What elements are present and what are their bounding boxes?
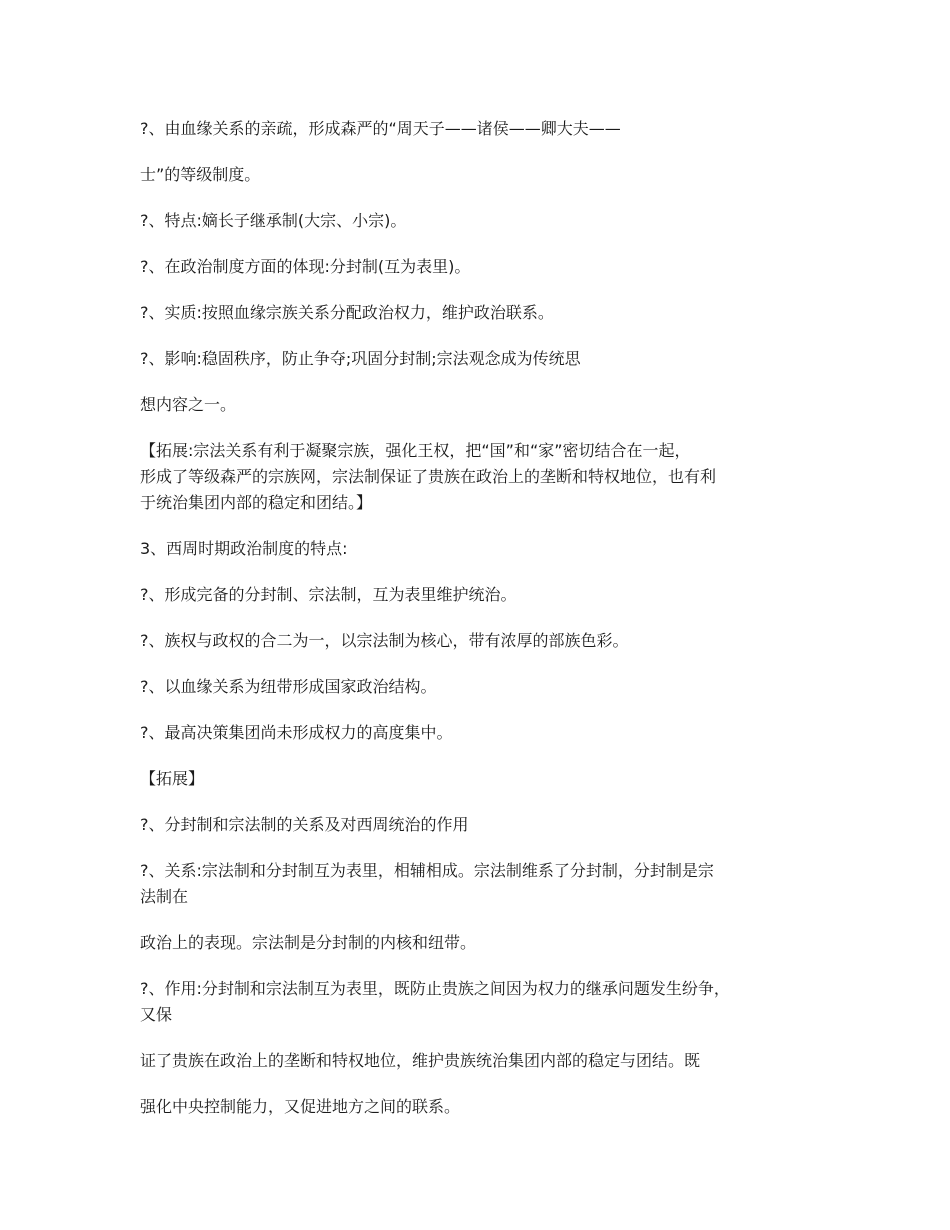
text-line: ?、分封制和宗法制的关系及对西周统治的作用	[140, 815, 469, 834]
text-line: 强化中央控制能力，又促进地方之间的联系。	[140, 1097, 461, 1116]
text-line: ?、最高决策集团尚未形成权力的高度集中。	[140, 723, 453, 742]
text-line: 【拓展】	[140, 769, 205, 788]
text-line: 想内容之一。	[140, 395, 237, 414]
text-line: ?、以血缘关系为纽带形成国家政治结构。	[140, 677, 437, 696]
text-line: ?、由血缘关系的亲疏，形成森严的“周天子——诸侯——卿大夫——	[140, 119, 621, 138]
text-line: 3、西周时期政治制度的特点:	[140, 539, 348, 558]
text-line: 【拓展:宗法关系有利于凝聚宗族，强化王权，把“国”和“家”密切结合在一起，	[140, 441, 691, 460]
text-line: ?、作用:分封制和宗法制互为表里，既防止贵族之间因为权力的继承问题发生纷争，	[140, 979, 730, 998]
text-line: ?、族权与政权的合二为一，以宗法制为核心，带有浓厚的部族色彩。	[140, 631, 629, 650]
text-line: ?、在政治制度方面的体现:分封制(互为表里)。	[140, 257, 471, 276]
text-line: 士”的等级制度。	[140, 165, 261, 184]
text-line: 政治上的表现。宗法制是分封制的内核和纽带。	[140, 933, 477, 952]
text-line: ?、影响:稳固秩序，防止争夺;巩固分封制;宗法观念成为传统思	[140, 349, 581, 368]
text-line: ?、特点:嫡长子继承制(大宗、小宗)。	[140, 211, 407, 230]
text-line: 形成了等级森严的宗族网，宗法制保证了贵族在政治上的垄断和特权地位，也有利	[140, 467, 717, 486]
text-line: ?、关系:宗法制和分封制互为表里，相辅相成。宗法制维系了分封制，分封制是宗	[140, 861, 714, 880]
text-line: 法制在	[140, 887, 189, 906]
text-line: 证了贵族在政治上的垄断和特权地位，维护贵族统治集团内部的稳定与团结。既	[140, 1051, 701, 1070]
text-line: 于统治集团内部的稳定和团结。】	[140, 493, 373, 512]
text-line: ?、形成完备的分封制、宗法制，互为表里维护统治。	[140, 585, 517, 604]
text-line: 又保	[140, 1005, 173, 1024]
text-line: ?、实质:按照血缘宗族关系分配政治权力，维护政治联系。	[140, 303, 554, 322]
